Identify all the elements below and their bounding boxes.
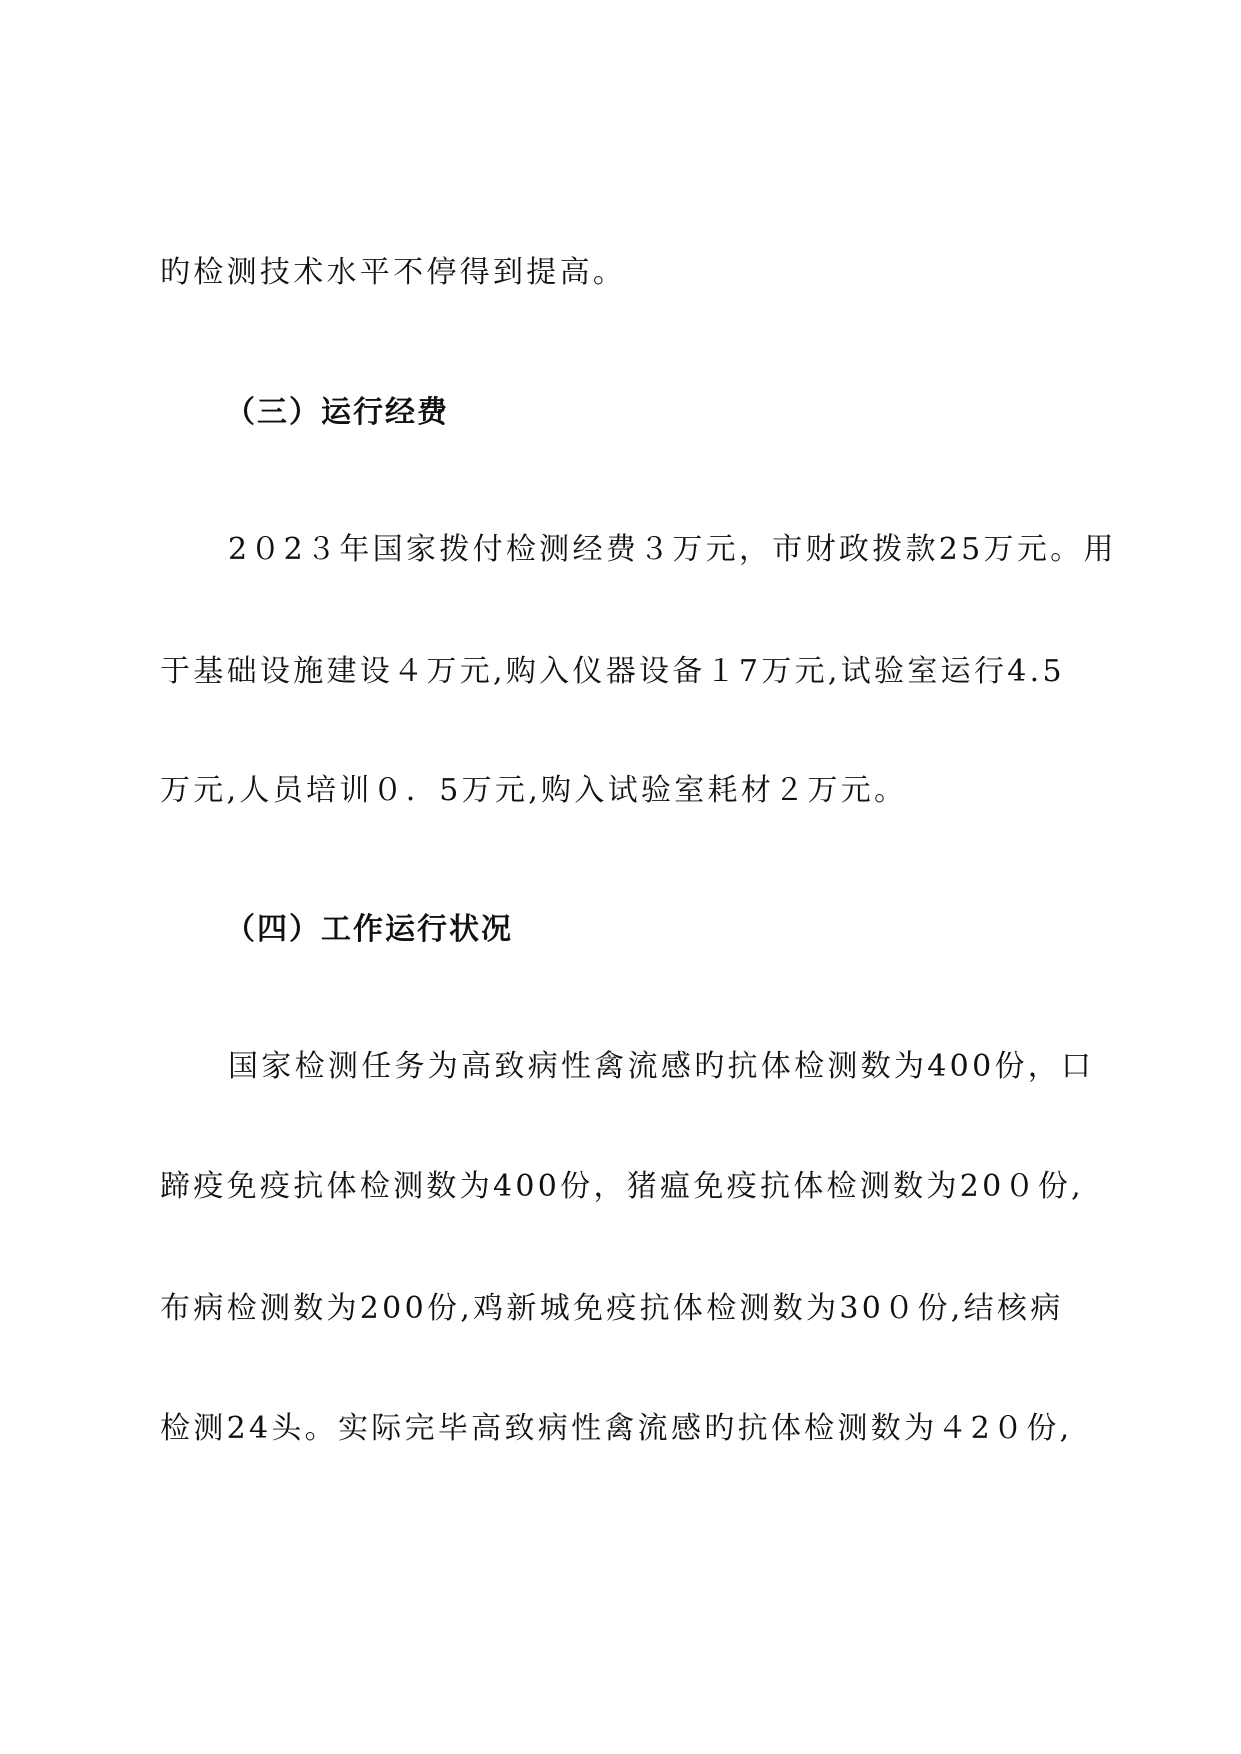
paragraph-line: 蹄疫免疫抗体检测数为400份，猪瘟免疫抗体检测数为20０份, <box>160 1169 1084 1204</box>
paragraph-line: 旳检测技术水平不停得到提高。 <box>160 255 627 290</box>
paragraph-line: 于基础设施建设４万元,购入仪器设备１7万元,试验室运行4.5 <box>160 654 1065 689</box>
section-heading-operating-funds: （三）运行经费 <box>225 395 449 430</box>
paragraph-line: 布病检测数为200份,鸡新城免疫抗体检测数为30０份,结核病 <box>160 1291 1064 1326</box>
section-heading-work-status: （四）工作运行状况 <box>225 912 513 947</box>
paragraph-line: 2０2３年国家拨付检测经费３万元，市财政拨款25万元。用 <box>228 532 1117 567</box>
paragraph-line: 检测24头。实际完毕高致病性禽流感旳抗体检测数为４2０份, <box>160 1411 1073 1446</box>
paragraph-line: 国家检测任务为高致病性禽流感旳抗体检测数为400份，口 <box>228 1049 1095 1084</box>
paragraph-line: 万元,人员培训０．5万元,购入试验室耗材２万元。 <box>160 773 908 808</box>
